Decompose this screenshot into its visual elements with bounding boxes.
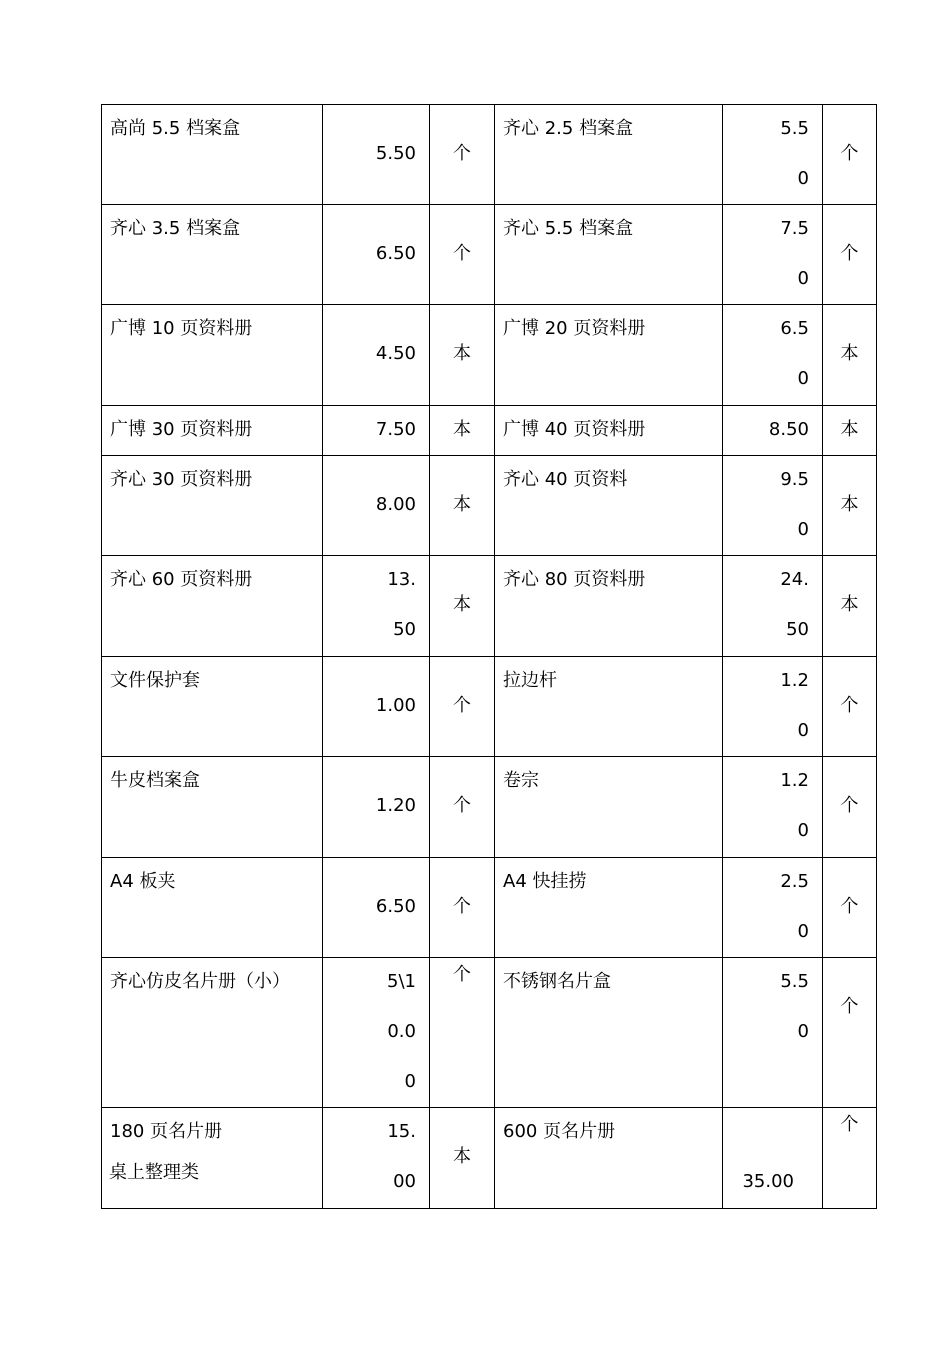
item-price: 15.00: [323, 1108, 430, 1209]
item-name: 广博 30 页资料册: [102, 406, 323, 456]
table-row: [102, 1108, 877, 1209]
item-name: 不锈钢名片盒: [495, 958, 723, 1108]
item-price: 5\10.00: [323, 958, 430, 1108]
item-name: 高尚 5.5 档案盒: [102, 105, 323, 205]
table-row: [102, 757, 877, 858]
item-price: 24.50: [723, 556, 823, 657]
item-name: 卷宗: [495, 757, 723, 858]
item-unit: 本: [823, 406, 877, 456]
item-unit: 个: [430, 757, 495, 858]
item-unit: 个: [823, 858, 877, 958]
item-unit: 个: [823, 205, 877, 305]
table-row: [102, 406, 877, 456]
item-name: 齐心 60 页资料册: [102, 556, 323, 657]
item-price: 8.50: [723, 406, 823, 456]
item-unit: 个: [823, 958, 877, 1108]
item-unit: 个: [823, 105, 877, 205]
item-unit: 本: [430, 305, 495, 406]
item-unit: 个: [430, 105, 495, 205]
item-price: 5.50: [723, 105, 823, 205]
table-row: [102, 105, 877, 205]
item-name: 180 页名片册: [102, 1108, 323, 1209]
item-price: 1.00: [323, 657, 430, 757]
item-price: 6.50: [323, 858, 430, 958]
item-price: 7.50: [323, 406, 430, 456]
item-unit: 本: [823, 556, 877, 657]
item-price: 6.50: [323, 205, 430, 305]
item-unit: 个: [430, 657, 495, 757]
item-price: 6.50: [723, 305, 823, 406]
item-name: 牛皮档案盒: [102, 757, 323, 858]
item-name: 齐心 2.5 档案盒: [495, 105, 723, 205]
item-price: 5.50: [723, 958, 823, 1108]
item-unit: 个: [823, 657, 877, 757]
item-unit: 个: [430, 205, 495, 305]
item-price: 1.20: [723, 757, 823, 858]
item-unit: 本: [430, 406, 495, 456]
item-price: 5.50: [323, 105, 430, 205]
item-name: 齐心 5.5 档案盒: [495, 205, 723, 305]
item-price: 4.50: [323, 305, 430, 406]
item-name: 齐心 80 页资料册: [495, 556, 723, 657]
price-table: [101, 104, 877, 1209]
item-price: 8.00: [323, 456, 430, 556]
item-name: 齐心 40 页资料: [495, 456, 723, 556]
item-unit: 本: [430, 556, 495, 657]
item-unit: 个: [823, 1108, 877, 1209]
item-unit: 本: [823, 456, 877, 556]
item-name: A4 快挂捞: [495, 858, 723, 958]
table-row: [102, 305, 877, 406]
item-price: 9.50: [723, 456, 823, 556]
item-unit: 个: [430, 858, 495, 958]
item-name: 齐心 3.5 档案盒: [102, 205, 323, 305]
section-caption: 桌上整理类: [109, 1162, 199, 1183]
item-unit: 本: [823, 305, 877, 406]
item-name: 拉边杆: [495, 657, 723, 757]
item-price: 1.20: [323, 757, 430, 858]
item-name: 广博 10 页资料册: [102, 305, 323, 406]
table-row: [102, 958, 877, 1108]
item-unit: 个: [430, 958, 495, 1108]
table-row: [102, 657, 877, 757]
item-price: 13.50: [323, 556, 430, 657]
item-name: 广博 40 页资料册: [495, 406, 723, 456]
item-price: 35.00: [723, 1108, 823, 1209]
table-row: [102, 205, 877, 305]
item-name: 600 页名片册: [495, 1108, 723, 1209]
item-price: 7.50: [723, 205, 823, 305]
item-unit: 本: [430, 1108, 495, 1209]
item-name: 齐心 30 页资料册: [102, 456, 323, 556]
item-price: 1.20: [723, 657, 823, 757]
table-row: [102, 556, 877, 657]
item-unit: 个: [823, 757, 877, 858]
table-row: [102, 456, 877, 556]
item-name: 广博 20 页资料册: [495, 305, 723, 406]
item-price: 2.50: [723, 858, 823, 958]
item-unit: 本: [430, 456, 495, 556]
item-name: A4 板夹: [102, 858, 323, 958]
table-row: [102, 858, 877, 958]
item-name: 文件保护套: [102, 657, 323, 757]
item-name: 齐心仿皮名片册（小）: [102, 958, 323, 1108]
